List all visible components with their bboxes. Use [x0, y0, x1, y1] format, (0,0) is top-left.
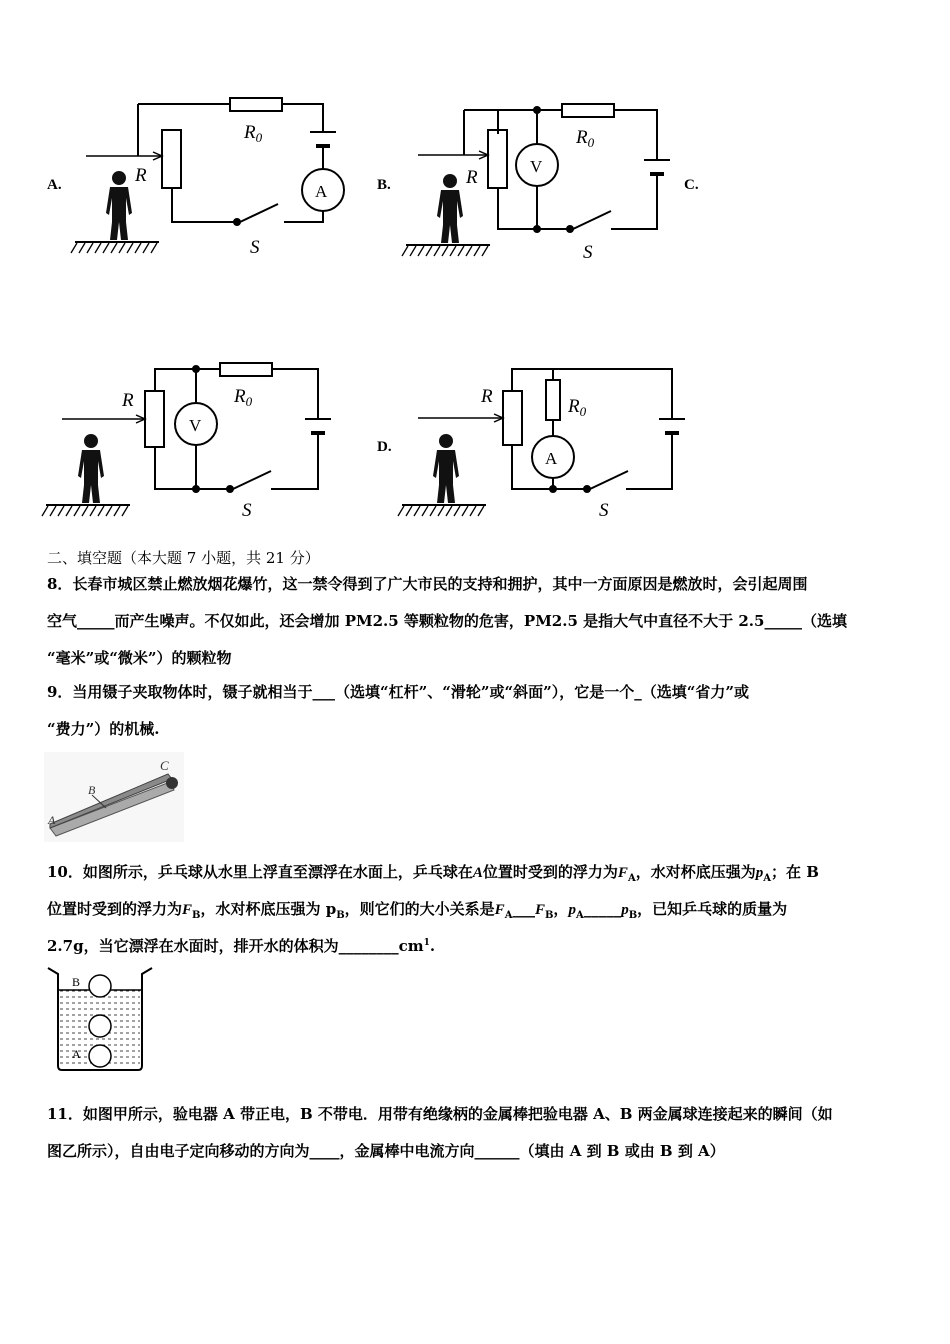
ammeter-a: A — [315, 182, 328, 201]
label-r0-b: $R_0$ — [576, 127, 595, 150]
voltmeter-b: V — [530, 157, 543, 176]
beaker-a-label: A — [72, 1047, 81, 1061]
q10-line-1: 10．如图所示，乒乓球从水里上浮直至漂浮在水面上，乒乓球在A位置时受到的浮力为$F_A$，水对杯底压强为$p_A$；在 B — [47, 863, 819, 884]
q8-line-1: 8．长春市城区禁止燃放烟花爆竹，这一禁令得到了广大市民的支持和拥护，其中一方面原因是燃放时，会引起周围 — [47, 575, 808, 593]
label-r0-d: $R_0$ — [568, 396, 587, 419]
tweezers-figure — [44, 752, 184, 842]
label-r-d: R — [481, 386, 493, 407]
label-s-b: S — [583, 242, 593, 263]
label-s-a: S — [250, 237, 260, 258]
option-c-label: C. — [684, 177, 699, 193]
q10-line-2: 位置时受到的浮力为$F_B$，水对杯底压强为 $p_B$，则它们的大小关系是$F_A\_\_\_F_B$，$p_A\_\_\_\_\_p_B$，已知乒乓球的质量为 — [47, 900, 788, 921]
q10-line-3: 2.7g，当它漂浮在水面时，排开水的体积为$\_\_\_\_\_\_\_\_cm^1$. — [47, 937, 436, 955]
q11-line-2: 图乙所示），自由电子定向移动的方向为____，金属棒中电流方向______（填由 A 到 B 或由 B 到 A） — [47, 1142, 725, 1160]
beaker-b-label: B — [72, 975, 81, 989]
label-s-c: S — [242, 500, 252, 521]
circuits-figure — [0, 0, 950, 540]
option-d-label: D. — [377, 439, 392, 455]
q8-line-3: “毫米”或“微米”）的颗粒物 — [47, 649, 232, 667]
tweezers-b-label: B — [88, 783, 96, 797]
q8-line-2: 空气_____而产生噪声。不仅如此，还会增加 PM2.5 等颗粒物的危害，PM2.5 是指大气中直径不大于 2.5_____（选填 — [47, 612, 847, 630]
label-r-b: R — [466, 167, 478, 188]
q9-line-1: 9．当用镊子夹取物体时，镊子就相当于___（选填“杠杆”、“滑轮”或“斜面”），它是一个_（选填“省力”或 — [47, 683, 749, 701]
option-a-label: A. — [47, 177, 62, 193]
voltmeter-c: V — [189, 416, 202, 435]
label-r0-c: $R_0$ — [234, 386, 253, 409]
option-b-label: B. — [377, 177, 391, 193]
label-r0-a: $R_0$ — [244, 122, 263, 145]
beaker-figure — [44, 966, 156, 1074]
ammeter-d: A — [545, 449, 558, 468]
label-r-a: R — [135, 165, 147, 186]
tweezers-c-label: C — [160, 758, 169, 773]
label-r-c: R — [122, 390, 134, 411]
q11-line-1: 11．如图甲所示，验电器 A 带正电，B 不带电．用带有绝缘柄的金属棒把验电器 A、B 两金属球连接起来的瞬间（如 — [47, 1105, 833, 1123]
q9-line-2: “费力”）的机械. — [47, 720, 160, 738]
label-s-d: S — [599, 500, 609, 521]
tweezers-a-label: A — [48, 813, 56, 827]
section-title: 二、填空题（本大题 7 小题，共 21 分） — [47, 549, 320, 567]
